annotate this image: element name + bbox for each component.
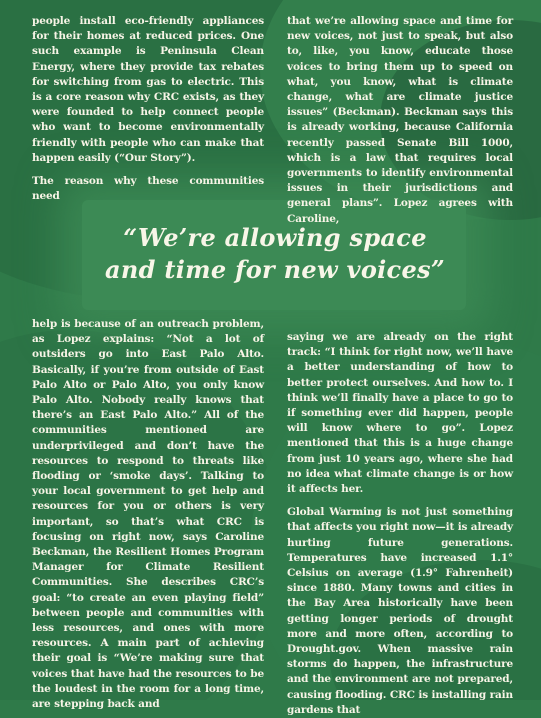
column-bottom-right [287, 330, 513, 718]
column-top-left [32, 14, 264, 204]
pull-quote-line: and time for new voices” [105, 255, 445, 284]
paragraph: help is because of an outreach problem, as Lopez explains: “Not a lot of outsiders go into East Palo Alto. Basically, if you’re from outside of East Palo Alto or Palo Alto, you only know Palo Alto. Nobody really knows that there’s an East Palo Alto.” All of the communities mentioned are underprivileged and don’t have the resources to respond to threats like flooding or ‘smoke days’. Talking to your local government to get help and resources for you or others is very important, so that’s what CRC is focusing on right now, says Caroline Beckman, the Resilient Homes Program Manager for Climate Resilient Communities. She describes CRC’s goal: “to create an even playing field” between people and communities with less resources, and ones with more resources. A main part of achieving their goal is “We’re making sure that voices that have had the resources to be the loudest in the room for a long time, are stepping back and [32, 318, 264, 711]
pull-quote-line: “We’re allowing space [123, 223, 427, 252]
column-bottom-left [32, 317, 264, 712]
paragraph: people install eco-friendly appliances for their homes at reduced prices. One such example is Peninsula Clean Energy, where they provide tax rebates for switching from gas to electric. This is a core reason why CRC exists, as they were founded to help connect people who want to become environmentally friendly with people who can make that happen easily (“Our Story”). [32, 15, 264, 164]
pull-quote [70, 222, 480, 286]
column-top-right [287, 14, 513, 227]
paragraph: saying we are already on the right track: “I think for right now, we’ll have a better understanding of how to better protect ourselves. And how to. I think we’ll finally have a place to go to if something ever did happen, people will know where to go”. Lopez mentioned that this is a huge change from just 10 years ago, where she had no idea what climate change is or how it affects her. [287, 331, 513, 496]
paragraph: The reason why these communities need [32, 175, 264, 203]
paragraph: that we’re allowing space and time for new voices, not just to speak, but also to, like, you know, educate those voices to bring them up to speed on what, you know, what is climate change, what are climate justice issues” (Beckman). Beckman says this is already working, because California recently passed Senate Bill 1000, which is a law that requires local governments to identify environmental issues in their jurisdictions and general plans”. Lopez agrees with Caroline, [287, 15, 513, 225]
paragraph: Global Warming is not just something that affects you right now—it is already hurting future generations. Temperatures have increased 1.1° Celsius on average (1.9° Fahrenheit) since 1880. Many towns and cities in the Bay Area historically have been getting longer periods of drought more and more often, according to Drought.gov. When massive rain storms do happen, the infrastructure and the environment are not prepared, causing flooding. CRC is installing rain gardens that [287, 506, 513, 716]
